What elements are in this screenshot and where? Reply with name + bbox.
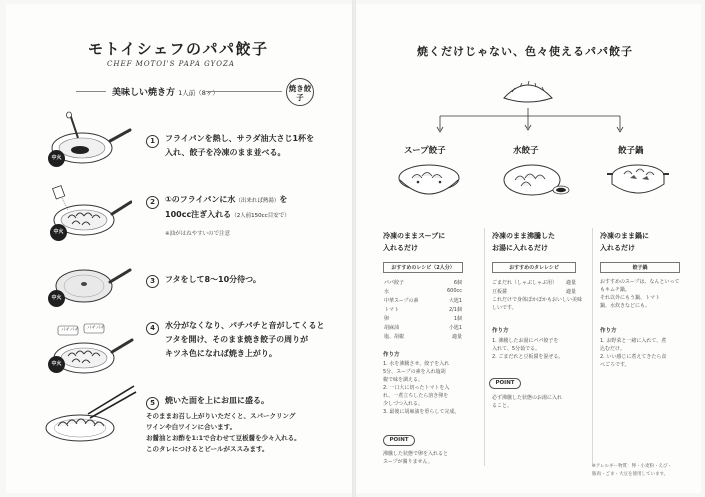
method-line: 2. いい感じに煮えてきたら食: [600, 354, 667, 360]
step-line: フライパンを熱し、サラダ油大さじ1杯を: [165, 134, 315, 143]
method-line: べごろです。: [600, 362, 630, 368]
step-2-note: ※油がはねやすいので注意: [165, 231, 231, 237]
step-3-text: [165, 273, 261, 287]
page-title: モトイシェフのパパ餃子: [88, 40, 269, 58]
point-line: 必ず沸騰した状態のお湯に入れ: [492, 395, 563, 401]
medium-heat-icon: 中火: [48, 290, 65, 307]
method-line: 3. 最後に胡麻油を垂らして完成。: [383, 409, 460, 415]
note-line: それ以外にもう鍋、トマト: [600, 295, 661, 301]
tip-line: お醤油とお酢を1:1で合わせて豆板醤を少々入れる。: [146, 434, 301, 442]
point-line: スープが濁りません。: [383, 459, 433, 465]
boiled-gyoza-label: 水餃子: [513, 146, 539, 156]
step-line: キツネ色になれば焼き上がり。: [165, 349, 277, 358]
heading-line: お湯に入れるだけ: [492, 244, 548, 252]
serving-tip: [146, 411, 301, 455]
page-subtitle: CHEF MOTOI'S PAPA GYOZA: [107, 60, 235, 68]
soup-gyoza-label: スープ餃子: [404, 146, 446, 156]
step-line: 水分がなくなり、パチパチと音がしてくると: [165, 321, 325, 330]
right-page-title: 焼くだけじゃない、色々使えるパパ餃子: [417, 45, 633, 58]
boiled-gyoza-plate-illustration: [501, 158, 571, 202]
step-line: [165, 208, 290, 223]
tip-line: ワインや白ワインに合います。: [146, 423, 237, 431]
step-line-aside: （2人前150cc目安で）: [231, 213, 290, 219]
soup-gyoza-heading: [383, 230, 445, 254]
step-line: 焼いた面を上にお皿に盛る。: [165, 396, 269, 405]
method-line: 1. 沸騰したお湯にパパ餃子を: [492, 338, 559, 344]
method-line: 込むだけ。: [600, 346, 626, 352]
soup-recipe-box: おすすめのレシピ（2人分）: [383, 262, 463, 273]
note-line: おすすめのスープは、なんといって: [600, 279, 680, 285]
step-2-text: [165, 193, 290, 223]
nabe-method-label: 作り方: [600, 328, 617, 334]
allergy-line: 豚肉・ごま・大豆を使用しています。: [592, 472, 669, 477]
ingredient-amount: 大匙1: [448, 298, 462, 304]
method-line: 1. 水を沸騰させ、餃子を入れ: [383, 361, 450, 367]
step-line-part: を: [279, 195, 288, 204]
step-line: フタを開け、そのまま焼き餃子の周りが: [165, 335, 309, 344]
medium-heat-icon: 中火: [48, 356, 65, 373]
step-line-aside: （出来れば熱湯）: [235, 198, 280, 204]
gyoza-branch-diagram: [420, 76, 640, 138]
boiled-point-text: [492, 394, 562, 410]
method-line: れ、一煮立ちしたら溶き卵を: [383, 393, 449, 399]
method-line: 椒で味を調える。: [383, 377, 424, 383]
nabe-method: [600, 337, 666, 369]
step-line: [165, 193, 290, 208]
boiled-point-tag: POINT: [489, 378, 521, 389]
how-to-heading: [112, 85, 219, 98]
step-number: 5: [146, 397, 159, 410]
hot-pot-illustration: [606, 158, 670, 202]
ingredient-name: 中華スープの素: [384, 298, 419, 304]
ingredient-amount: 1個: [453, 316, 462, 322]
yaki-gyoza-badge: 焼き餃子: [286, 78, 314, 106]
step-5-text: [165, 394, 269, 408]
nabe-recipe-box: 餃子鍋: [600, 262, 680, 273]
method-line: 2. ごまだれと豆板醤を混ぜる。: [492, 354, 564, 360]
allergy-line: ※アレルギー物質：卵・小麦粉・えび・: [592, 464, 672, 469]
step-number: 1: [146, 135, 159, 148]
ingredient-name: パパ餃子: [384, 280, 405, 286]
heading-line: 冷凍のまま鍋に: [600, 232, 649, 240]
column-divider: [484, 228, 485, 466]
step-1-text: [165, 132, 314, 160]
step-number: 4: [146, 322, 159, 335]
step-number: 3: [146, 275, 159, 288]
gyoza-nabe-heading: [600, 230, 649, 254]
step-line: フタをして8～10分待つ。: [165, 275, 261, 284]
medium-heat-icon: 中火: [48, 150, 65, 167]
how-to-servings: 1人前（8ヶ）: [178, 89, 219, 97]
soup-point-tag: POINT: [383, 435, 415, 446]
note-line: これだけで身体ぽかぽかもおいしい美味: [492, 297, 583, 303]
column-divider: [592, 228, 593, 466]
note-line: 鍋、水炊きなどにも。: [600, 303, 651, 309]
heading-line: 入れるだけ: [383, 244, 418, 252]
ingredient-amount: 適量: [565, 280, 576, 286]
plated-gyoza-illustration: [38, 384, 138, 446]
boiled-method-label: 作り方: [492, 328, 509, 334]
method-line: 1. お野菜と一緒に入れて、煮: [600, 338, 667, 344]
ingredient-name: 胡麻油: [384, 325, 400, 331]
heading-rule-left: [76, 91, 106, 92]
boiled-recipe-box: おすすめのタレレシピ: [492, 262, 576, 273]
ingredient-amount: 適量: [451, 334, 462, 340]
ingredient-amount: 小匙1: [448, 325, 462, 331]
point-line: 沸騰した状態で卵を入れると: [383, 451, 449, 457]
step-line-part: ①のフライパンに水: [165, 195, 236, 204]
boiled-gyoza-heading: [492, 230, 555, 254]
ingredient-amount: 600cc: [446, 288, 462, 294]
method-line: 少しづつ入れる。: [383, 401, 424, 407]
sizzle-label: パチパチ: [87, 326, 105, 331]
soup-method-label: 作り方: [383, 352, 400, 358]
ingredient-amount: 2/1個: [448, 307, 462, 313]
boiled-method: [492, 337, 563, 361]
ingredient-name: ごまだれ（しゃぶしゃぶ用）: [492, 280, 558, 286]
nabe-extra-note: [600, 278, 680, 310]
page-fold: [352, 0, 356, 497]
step-4-text: [165, 319, 325, 361]
heading-line: 入れるだけ: [600, 244, 635, 252]
note-line: しいです。: [492, 305, 517, 311]
method-line: 5分、スープの素を入れ塩胡: [383, 369, 446, 375]
ingredient-name: トマト: [384, 307, 400, 313]
note-line: もキムチ鍋。: [600, 287, 630, 293]
gyoza-nabe-label: 餃子鍋: [618, 146, 644, 156]
sizzle-label: パチパチ: [61, 328, 79, 333]
step-line: 入れ、餃子を冷凍のまま並べる。: [165, 148, 286, 157]
method-line: 2. 一口大に切ったトマトを入: [383, 385, 450, 391]
point-line: ること。: [492, 403, 513, 409]
method-line: 入れて、5分茹でる。: [492, 346, 541, 352]
allergy-notice: [592, 463, 672, 479]
how-to-title: 美味しい焼き方: [112, 88, 176, 98]
heading-line: 冷凍のまま沸騰した: [492, 232, 555, 240]
soup-bowl-illustration: [396, 160, 462, 200]
heading-rule-right: [206, 91, 282, 92]
step-line-part: 100cc注ぎ入れる: [165, 210, 232, 219]
ingredient-name: 塩、胡椒: [384, 334, 405, 340]
ingredient-amount: 6個: [453, 280, 462, 286]
ingredient-name: 水: [384, 289, 390, 295]
ingredient-name: 卵: [384, 316, 390, 322]
soup-method: [383, 360, 459, 416]
boiled-extra-note: [492, 296, 582, 312]
heading-line: 冷凍のままスープに: [383, 232, 446, 240]
ingredient-amount: 適量: [565, 289, 576, 295]
step-number: 2: [146, 196, 159, 209]
tip-line: そのままお召し上がりいただくと、スパークリング: [146, 412, 296, 420]
tip-line: このタレにつけるとビールがススみます。: [146, 445, 269, 453]
soup-point-text: [383, 450, 448, 466]
medium-heat-icon: 中火: [50, 224, 67, 241]
ingredient-name: 豆板醤: [492, 289, 508, 295]
